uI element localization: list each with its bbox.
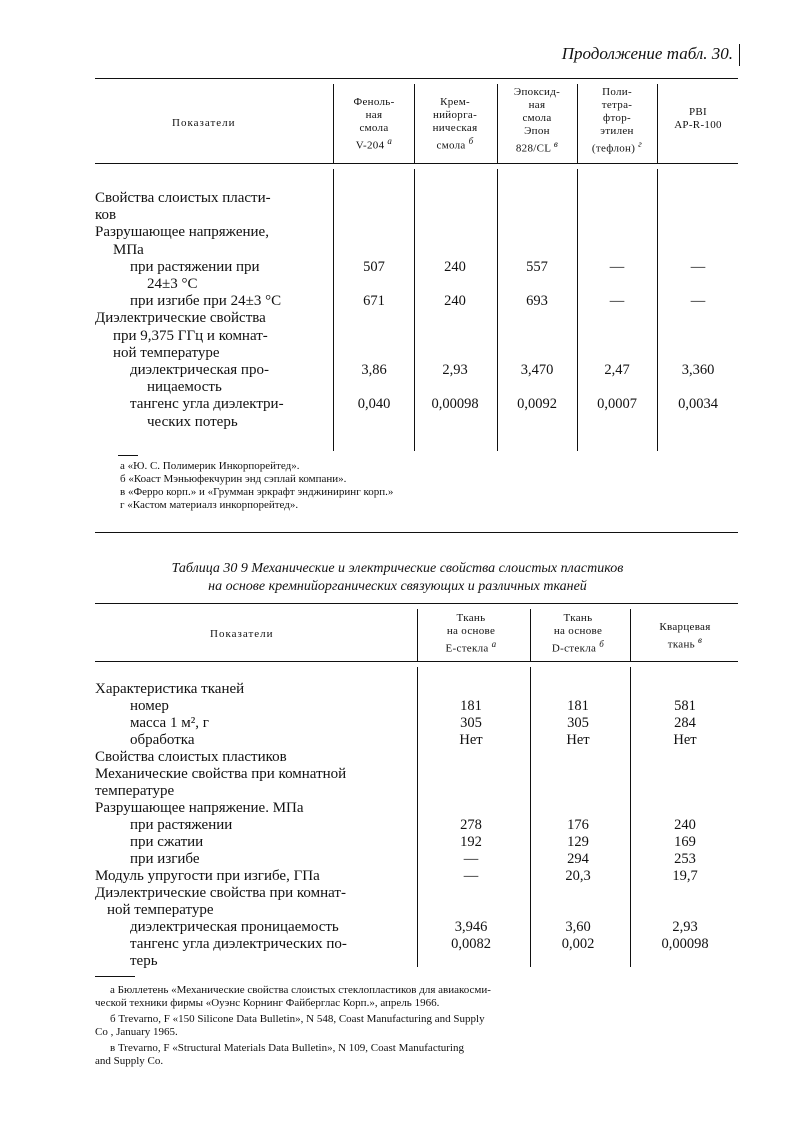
table-1-cell: 0,040 — [357, 396, 391, 413]
table-1-cell: 0,0092 — [517, 396, 557, 413]
table-2-col-divider — [417, 609, 418, 661]
table-1-footnote: в «Ферро корп.» и «Грумман эркрафт энджиниринг корп.» — [120, 486, 394, 498]
table-2-row-label: ной температуре — [107, 902, 214, 918]
table-2-cell: 0,0082 — [451, 936, 491, 952]
table-2-cell: Нет — [673, 732, 697, 748]
table-1-header-c2: Крем- нийорга- ническая смола $^б$ — [432, 96, 478, 152]
table-2-col-divider — [417, 667, 418, 967]
table-1-cell: 557 — [526, 258, 548, 275]
table-2-row-label: обработка — [130, 732, 195, 748]
continuation-title: Продолжение табл. 30. — [561, 44, 733, 63]
table-1-row-label: МПа — [113, 241, 144, 258]
table-2-header-rule — [95, 661, 738, 662]
table-1-row-label: Разрушающее напряжение, — [95, 224, 269, 241]
table-2-caption-line-2: на основе кремнийорганических связующих и различных тканей — [208, 579, 587, 594]
continuation-bracket — [736, 44, 740, 66]
table-2-col-divider — [530, 667, 531, 967]
table-2-cell: — — [463, 868, 479, 884]
table-1-row-label: Диэлектрические свойства — [95, 310, 266, 327]
table-1-row-label: ческих потерь — [147, 413, 238, 430]
table-2-cell: 294 — [567, 851, 589, 867]
table-1-row-label: при изгибе при 24±3 °С — [130, 293, 282, 310]
table-2-cell: Нет — [459, 732, 483, 748]
table-2-header-c3: Кварцевая ткань $^в$ — [659, 621, 711, 651]
table-2-cell: 169 — [674, 834, 696, 850]
table-2-cell: 305 — [460, 715, 482, 731]
table-2-row-label: Свойства слоистых пластиков — [95, 749, 287, 765]
table-1-cell: 3,360 — [681, 362, 715, 378]
table-2-row-label: температуре — [95, 783, 175, 799]
table-2-cell: 2,93 — [672, 919, 698, 935]
table-2-footnote: and Supply Co. — [95, 1055, 164, 1067]
table-2-cell: Нет — [566, 732, 590, 748]
table-2-cell: 253 — [674, 851, 696, 867]
table-2-cell: 0,002 — [561, 936, 595, 952]
table-1-row-label: ницаемость — [147, 379, 222, 396]
table-1-row-label: тангенс угла диэлектри- — [130, 396, 284, 413]
table-1-row-label: диэлектрическая про- — [130, 362, 269, 378]
table-2-cell: 278 — [460, 817, 482, 833]
table-2-cell: 0,00098 — [661, 936, 709, 952]
table-2-cell: 3,60 — [565, 919, 591, 935]
table-1-header-param: Показатели — [172, 117, 236, 129]
table-1-cell: 3,86 — [361, 362, 387, 378]
table-1-cell: — — [690, 293, 706, 310]
table-2-footnote: в Trevarno, F «Structural Materials Data Bulletin», N 109, Coast Manufacturing — [110, 1042, 464, 1054]
table-2-footnote: а Бюллетень «Механические свойства слоистых стеклопластиков для авиакосми- — [110, 984, 491, 996]
table-1-footnote: г «Кастом материалз инкорпорейтед». — [120, 499, 299, 511]
table-2-row-label: терь — [130, 953, 158, 969]
table-1-bottom-rule — [95, 532, 738, 533]
table-2-cell: 129 — [567, 834, 589, 850]
table-2-row-label: при сжатии — [130, 834, 204, 850]
table-2-cell: 181 — [460, 698, 482, 714]
table-1-header-c5: PBI AP-R-100 — [674, 106, 722, 131]
table-1-cell: 0,0034 — [678, 396, 718, 413]
table-1-cell: 240 — [444, 293, 466, 310]
table-2-row-label: Характеристика тканей — [95, 681, 245, 697]
table-2-cell: 240 — [674, 817, 696, 833]
table-1-cell: 2,93 — [442, 362, 468, 378]
table-1-cell: 671 — [363, 293, 385, 310]
table-2-row-label: Диэлектрические свойства при комнат- — [95, 885, 346, 901]
table-2-row-label: при изгибе — [130, 851, 200, 867]
table-1-cell: 507 — [363, 258, 385, 275]
table-2-cell: 176 — [567, 817, 589, 833]
table-2-cell: 581 — [674, 698, 696, 714]
table-1-row-label: 24±3 °С — [147, 276, 198, 292]
table-2-cell: 181 — [567, 698, 589, 714]
table-2-footnote: б Trevarno, F «150 Silicone Data Bulletin», N 548, Coast Manufacturing and Supply — [110, 1013, 485, 1025]
table-2-footnote-rule — [95, 976, 135, 977]
table-1-cell: 693 — [526, 293, 548, 310]
table-2-caption-line-1: Таблица 30 9 Механические и электрические свойства слоистых пластиков — [171, 561, 624, 576]
table-2-row-label: Механические свойства при комнатной — [95, 766, 347, 782]
table-2-row-label: при растяжении — [130, 817, 233, 833]
table-1-top-rule — [95, 78, 738, 79]
table-2-row-label: Разрушающее напряжение. МПа — [95, 800, 304, 816]
table-2-row-label: масса 1 м², г — [130, 715, 209, 731]
table-1-header-c4: Поли- тетра- фтор- этилен (тефлон) $^г$ — [591, 86, 643, 155]
table-2-row-label: диэлектрическая проницаемость — [130, 919, 339, 935]
table-2-cell: 3,946 — [454, 919, 488, 935]
table-1-cell: 0,00098 — [431, 396, 479, 413]
table-1-footnote-rule — [118, 455, 138, 456]
table-1-cell: 0,0007 — [597, 396, 637, 413]
table-2-header-param: Показатели — [210, 628, 274, 640]
table-2-cell: 305 — [567, 715, 589, 731]
table-1-cell: — — [609, 258, 625, 275]
table-1-row-label: ков — [95, 207, 117, 224]
table-2-header-c1: Ткань на основе Е-стекла $^а$ — [445, 612, 497, 655]
table-2-row-label: тангенс угла диэлектрических по- — [130, 936, 347, 952]
table-1-row-label: ной температуре — [113, 344, 220, 361]
table-1-row-label: при 9,375 ГГц и комнат- — [113, 327, 268, 344]
table-1-cell: — — [690, 258, 706, 275]
table-1-cell: 2,47 — [604, 362, 630, 378]
table-1-header-c1: Феноль- ная смола V-204 $^а$ — [353, 96, 395, 152]
table-1-header-rule — [95, 163, 738, 164]
table-2-footnote: Co , January 1965. — [95, 1026, 178, 1038]
table-1-footnote: б «Коаст Мэньюфекчурин энд сэплай компани». — [120, 473, 347, 485]
table-2-top-rule — [95, 603, 738, 604]
table-2-cell: — — [463, 851, 479, 867]
table-1-row-label: Свойства слоистых пласти- — [95, 190, 271, 206]
table-1-cell: 3,470 — [520, 362, 554, 378]
table-2-row-label: номер — [130, 698, 169, 714]
table-1-footnote: а «Ю. С. Полимерик Инкорпорейтед». — [120, 460, 300, 472]
table-2-col-divider — [630, 609, 631, 661]
table-2-col-divider — [630, 667, 631, 967]
table-2-header-c2: Ткань на основе D-стекла $^б$ — [551, 612, 605, 655]
table-2-cell: 20,3 — [565, 868, 591, 884]
table-2-cell: 19,7 — [672, 868, 698, 884]
table-1-cell: 240 — [444, 258, 466, 275]
table-1-header-c3: Эпоксид- ная смола Эпон 828/CL $^в$ — [513, 86, 561, 155]
table-1-row-label: при растяжении при — [130, 258, 260, 275]
table-2-cell: 192 — [460, 834, 482, 850]
table-2-cell: 284 — [674, 715, 696, 731]
table-1-cell: — — [609, 293, 625, 310]
table-2-footnote: ческой техники фирмы «Оуэнс Корнинг Файберглас Корп.», апрель 1966. — [95, 997, 440, 1009]
table-2-row-label: Модуль упругости при изгибе, ГПа — [95, 868, 320, 884]
